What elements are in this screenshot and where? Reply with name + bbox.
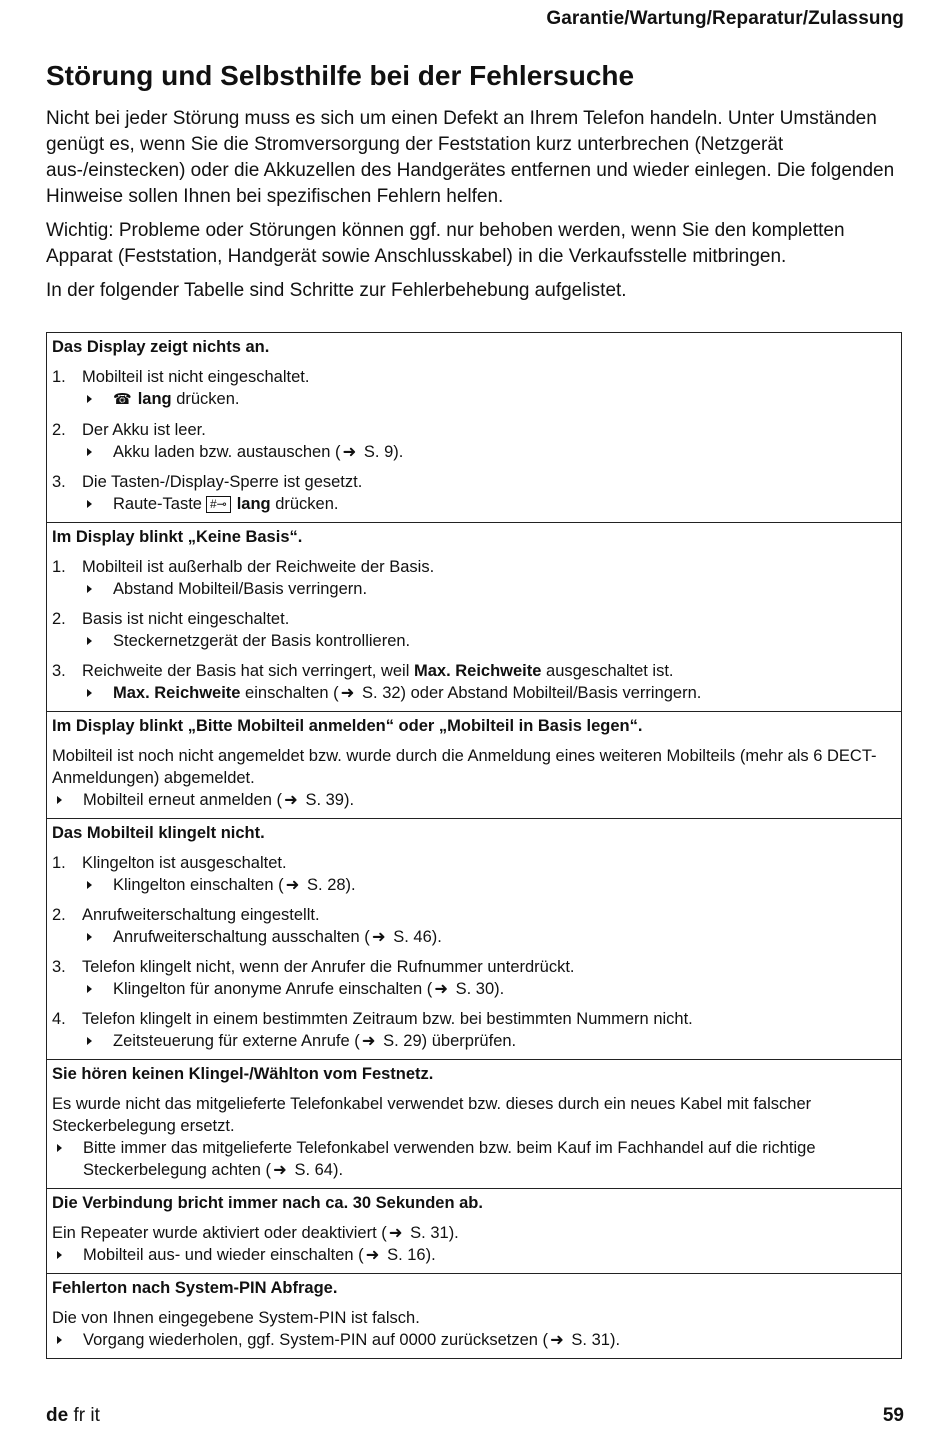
arrow-icon: ➜ [550,1331,564,1349]
list-item [52,660,896,704]
table-section [47,1188,901,1273]
triangle-bullet-icon [82,926,113,948]
list-item [52,1008,896,1052]
action-step [52,978,896,1000]
page-title: Störung und Selbsthilfe bei der Fehlersuche [46,60,635,91]
item-text: Reichweite der Basis hat sich verringert, weil [82,662,414,680]
action-step [52,1137,896,1181]
item-number: 1. [52,368,66,386]
item-number: 2. [52,610,66,628]
page-reference: S. 9). [359,443,404,461]
list-item [52,366,896,411]
item-number: 2. [52,421,66,439]
section-paragraph [52,1222,896,1244]
action-text: Mobilteil aus- und wieder einschalten ( [83,1246,364,1264]
triangle-bullet-icon [82,441,113,463]
triangle-bullet-icon [82,388,113,411]
section-title: Sie hören keinen Klingel-/Wählton vom Festnetz. [52,1065,434,1083]
section-paragraph: Die von Ihnen eingegebene System-PIN ist falsch. [52,1309,420,1327]
item-text: Klingelton ist ausgeschaltet. [82,854,287,872]
list-item [52,556,896,600]
section-title: Das Mobilteil klingelt nicht. [52,824,265,842]
triangle-bullet-icon [82,630,113,652]
section-title: Die Verbindung bricht immer nach ca. 30 Sekunden ab. [52,1194,483,1212]
item-number: 1. [52,854,66,872]
item-text: Telefon klingelt nicht, wenn der Anrufer die Rufnummer unterdrückt. [82,958,575,976]
bold-text: Max. Reichweite [113,684,241,702]
section-title: Im Display blinkt „Bitte Mobilteil anmelden“ oder „Mobilteil in Basis legen“. [52,717,643,735]
bold-text: lang [137,390,172,408]
intro-paragraph: In der folgender Tabelle sind Schritte zur Fehlerbehebung aufgelistet. [46,280,627,301]
triangle-bullet-icon [82,682,113,704]
action-step [52,441,896,463]
action-text: Klingelton einschalten ( [113,876,284,894]
page-reference: S. 32) oder Abstand Mobilteil/Basis verringern. [357,684,702,702]
hash-key-icon: #⊸ [206,496,231,513]
action-text: drücken. [171,390,240,408]
action-text: Vorgang wiederholen, ggf. System-PIN auf 0000 zurücksetzen ( [83,1331,549,1349]
item-text: Basis ist nicht eingeschaltet. [82,610,290,628]
action-text: Bitte immer das mitgelieferte Telefonkabel verwenden bzw. beim Kauf im Fachhandel auf die richtige Steckerbelegung achten ( [83,1139,816,1179]
item-text: ausgeschaltet ist. [541,662,674,680]
page-reference: S. 16). [382,1246,436,1264]
action-step [52,493,896,515]
intro-paragraph: Wichtig: Probleme oder Störungen können ggf. nur behoben werden, wenn Sie den kompletten Apparat (Feststation, Handgerät sowie Anschlusskabel) in die Verkaufsstelle mitbringen. [46,220,845,267]
table-section [47,333,901,522]
action-text: einschalten ( [240,684,339,702]
para-text: Ein Repeater wurde aktiviert oder deaktiviert ( [52,1224,387,1242]
action-step [52,874,896,896]
arrow-icon: ➜ [365,1246,380,1264]
action-step [52,682,896,704]
page-reference: S. 31). [405,1224,459,1242]
bold-text: Max. Reichweite [413,662,542,680]
action-step [52,789,896,811]
list-item [52,956,896,1000]
list-item [52,419,896,463]
arrow-icon: ➜ [342,443,357,461]
item-text: Mobilteil ist außerhalb der Reichweite der Basis. [82,558,435,576]
item-number: 3. [52,958,66,976]
list-item [52,852,896,896]
troubleshooting-table [46,332,902,1359]
triangle-bullet-icon [82,1030,113,1052]
triangle-bullet-icon [82,874,113,896]
page-reference: S. 39). [300,791,355,809]
other-languages: fr it [73,1405,100,1426]
section-title: Im Display blinkt „Keine Basis“. [52,528,303,546]
active-language: de [46,1405,69,1426]
bold-text: lang [236,495,271,513]
action-step [52,1329,896,1351]
triangle-bullet-icon [52,1244,83,1266]
action-text: Anrufweiterschaltung ausschalten ( [113,928,370,946]
triangle-bullet-icon [52,789,83,811]
item-number: 3. [52,473,66,491]
language-indicator [46,1405,100,1427]
arrow-icon: ➜ [388,1224,403,1242]
intro-paragraph: Nicht bei jeder Störung muss es sich um einen Defekt an Ihrem Telefon handeln. Unter Umständen genügt es, wenn Sie die Stromversorgung der Feststation kurz unterbrechen (Netzgerät aus-/einstecken) oder die Akkuzellen des Handgerätes entfernen und wieder einlegen. Die folgenden Hinweise sollen Ihnen bei spezifischen Fehlern helfen. [46,108,895,207]
section-paragraph: Es wurde nicht das mitgelieferte Telefonkabel verwendet bzw. dieses durch ein neues Kabel mit falscher Steckerbelegung ersetzt. [52,1095,812,1135]
list-item [52,471,896,515]
action-text: Akku laden bzw. austauschen ( [113,443,341,461]
action-step [52,578,896,600]
item-text: Anrufweiterschaltung eingestellt. [82,906,320,924]
item-number: 4. [52,1010,66,1028]
triangle-bullet-icon [82,978,113,1000]
action-step [52,1030,896,1052]
arrow-icon: ➜ [273,1161,287,1179]
arrow-icon: ➜ [361,1032,376,1050]
running-header: Garantie/Wartung/Reparatur/Zulassung [546,8,904,29]
page-reference: S. 28). [302,876,356,894]
arrow-icon: ➜ [434,980,449,998]
action-step [52,926,896,948]
list-item [52,608,896,652]
action-text: Steckernetzgerät der Basis kontrollieren. [113,632,411,650]
arrow-icon: ➜ [284,791,298,809]
phone-end-key-icon: ☎ [113,391,132,408]
item-text: Der Akku ist leer. [82,421,206,439]
page-reference: S. 46). [388,928,442,946]
table-section [47,711,901,818]
item-number: 2. [52,906,66,924]
action-text: Zeitsteuerung für externe Anrufe ( [113,1032,360,1050]
action-step [52,388,896,411]
triangle-bullet-icon [82,578,113,600]
arrow-icon: ➜ [285,876,300,894]
item-number: 3. [52,662,66,680]
table-section [47,1273,901,1358]
action-step [52,1244,896,1266]
triangle-bullet-icon [52,1137,83,1181]
arrow-icon: ➜ [340,684,355,702]
page-reference: S. 64). [289,1161,344,1179]
page-number: 59 [882,1405,904,1426]
list-item [52,904,896,948]
page-reference: S. 29) überprüfen. [378,1032,517,1050]
triangle-bullet-icon [82,493,113,515]
section-paragraph: Mobilteil ist noch nicht angemeldet bzw. wurde durch die Anmeldung eines weiteren Mobilteils (mehr als 6 DECT-Anmeldungen) abgemeldet. [52,747,877,787]
arrow-icon: ➜ [371,928,386,946]
action-text: drücken. [270,495,339,513]
page-reference: S. 31). [566,1331,621,1349]
item-text: Mobilteil ist nicht eingeschaltet. [82,368,310,386]
triangle-bullet-icon [52,1329,83,1351]
table-section [47,1059,901,1188]
item-text: Die Tasten-/Display-Sperre ist gesetzt. [82,473,363,491]
page-reference: S. 30). [451,980,505,998]
section-title: Fehlerton nach System-PIN Abfrage. [52,1279,338,1297]
action-text: Klingelton für anonyme Anrufe einschalten ( [113,980,433,998]
item-text: Telefon klingelt in einem bestimmten Zeitraum bzw. bei bestimmten Nummern nicht. [82,1010,693,1028]
section-title: Das Display zeigt nichts an. [52,338,270,356]
action-text: Raute-Taste [113,495,202,513]
action-text: Abstand Mobilteil/Basis verringern. [113,580,368,598]
action-step [52,630,896,652]
item-number: 1. [52,558,66,576]
table-section [47,522,901,711]
intro [46,106,906,312]
table-section [47,818,901,1059]
action-text: Mobilteil erneut anmelden ( [83,791,283,809]
